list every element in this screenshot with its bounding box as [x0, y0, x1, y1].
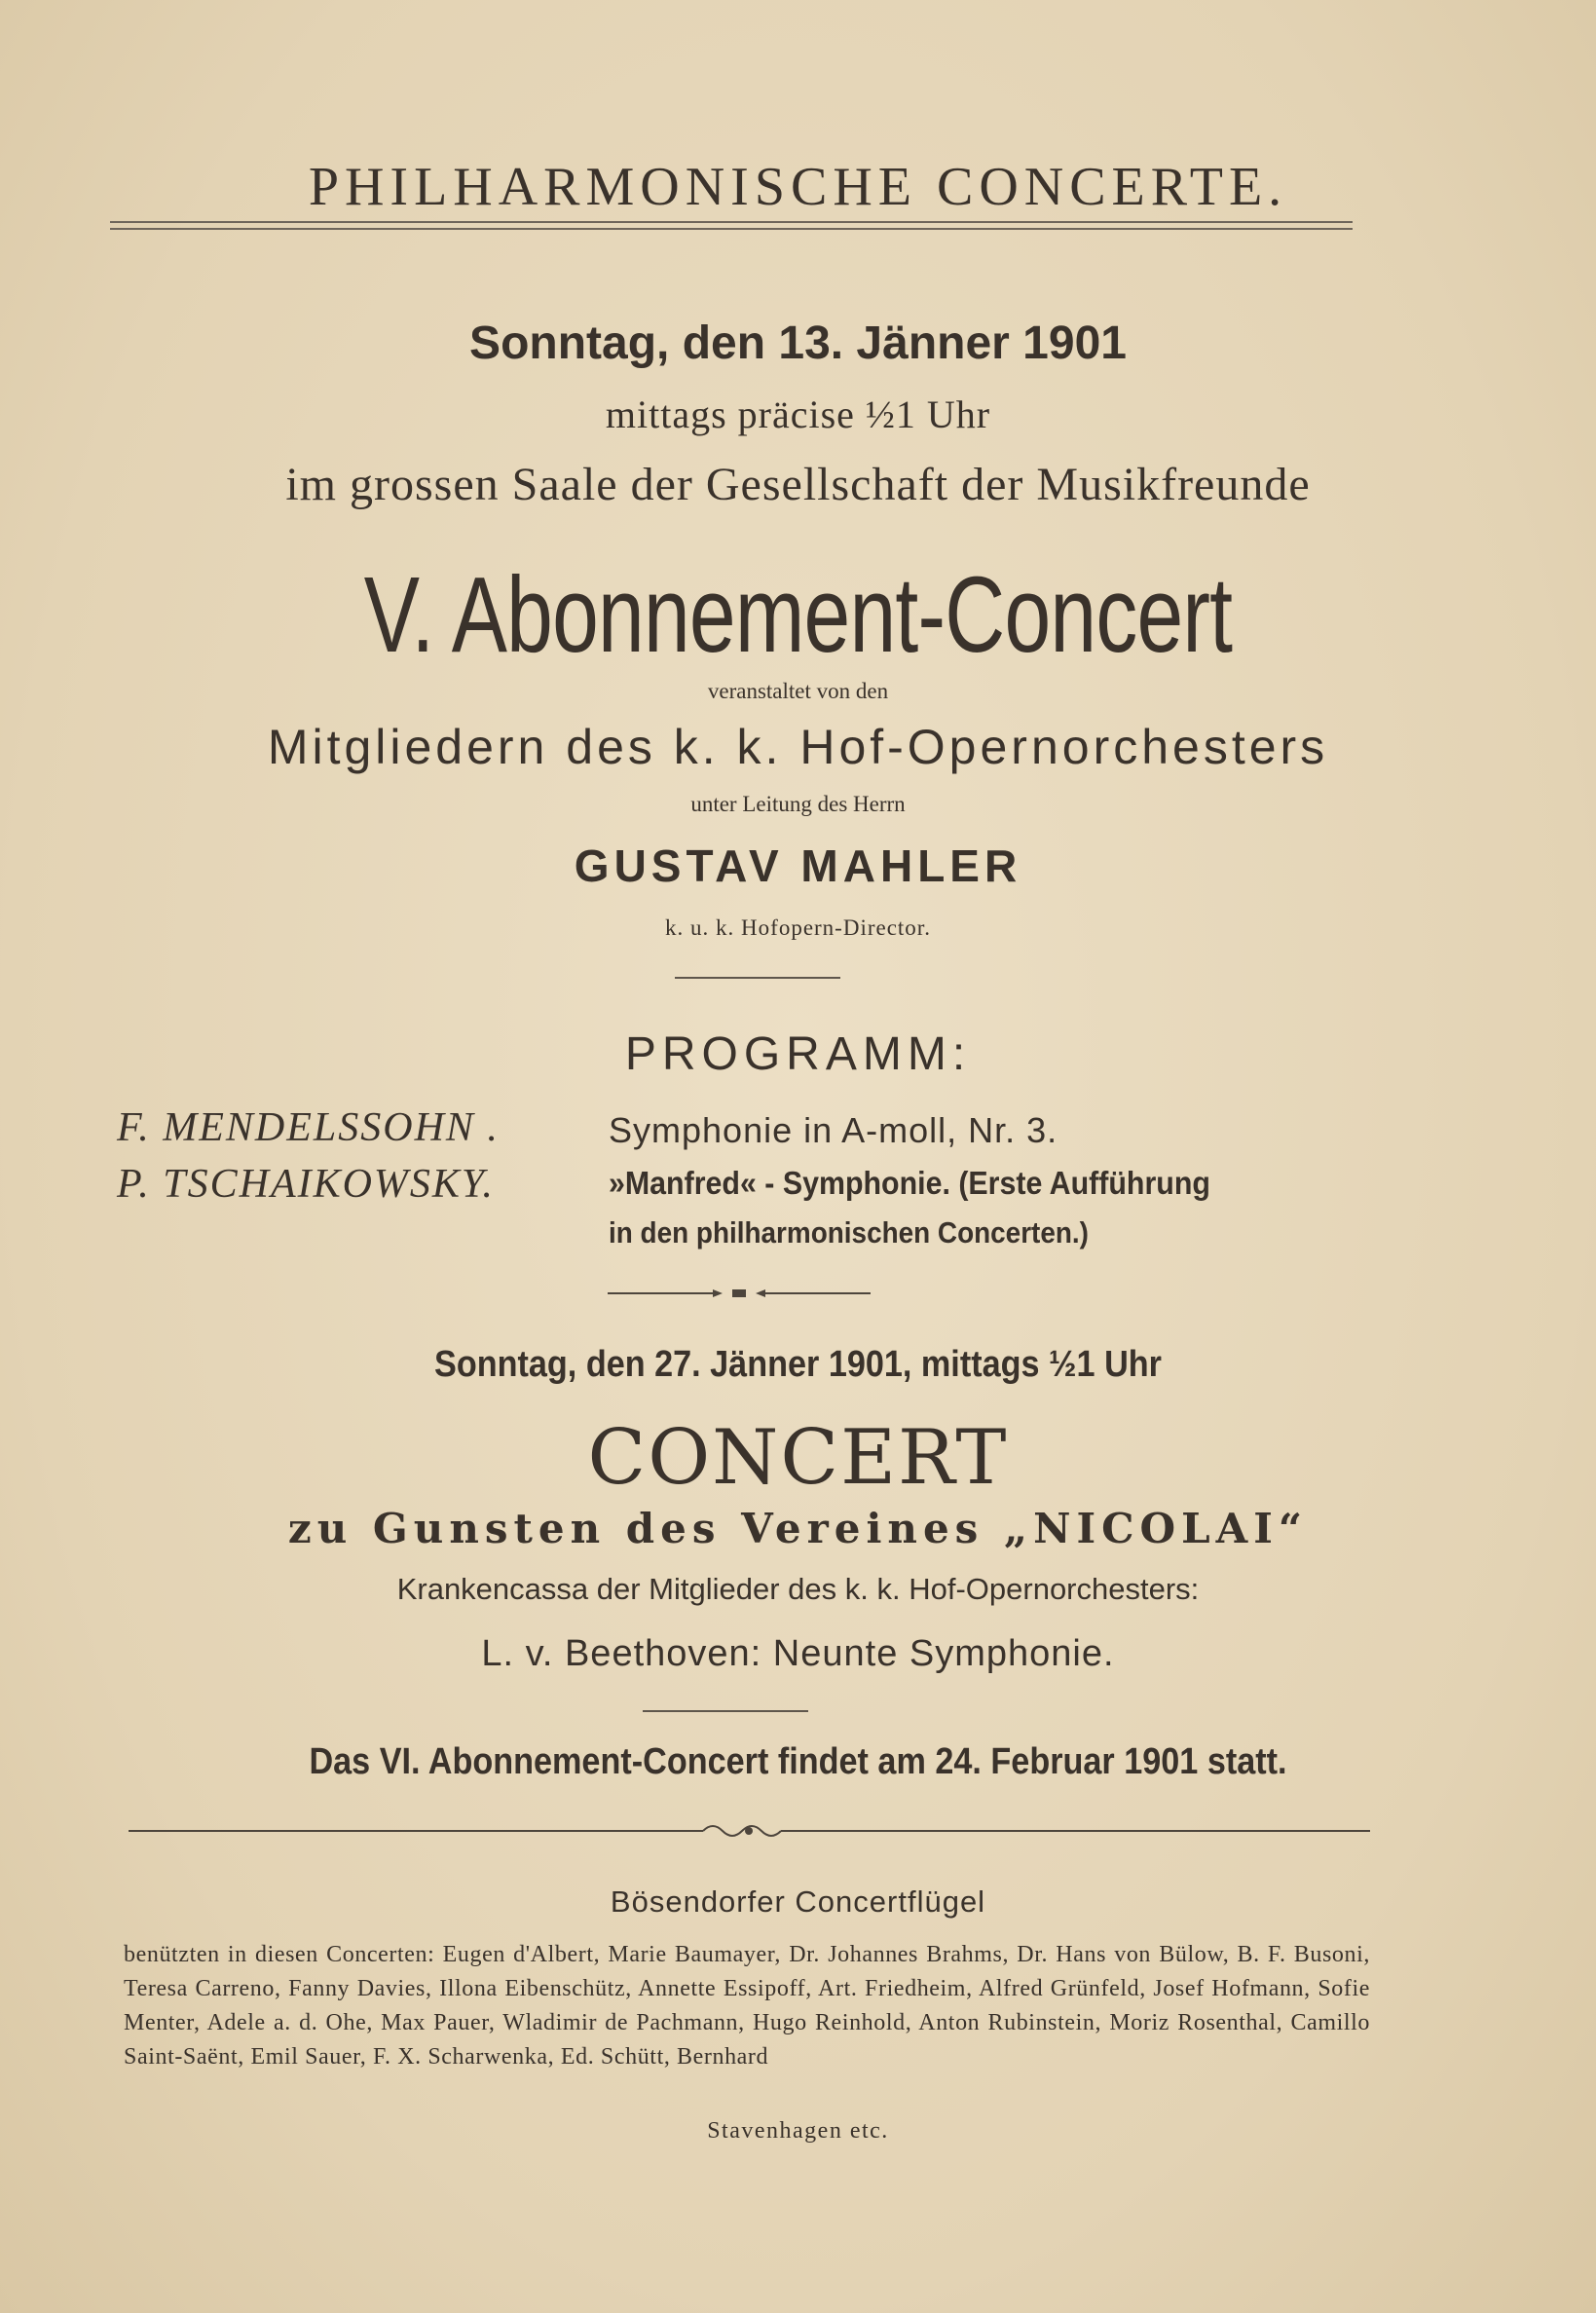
program-work: »Manfred« - Symphonie. (Erste Aufführung [609, 1165, 1210, 1201]
second-concert-title: CONCERT [587, 1414, 1009, 1502]
header-double-rule [110, 221, 1353, 230]
programm-heading: PROGRAMM: [624, 1028, 972, 1080]
organized-by-label: veranstaltet von den [707, 679, 889, 703]
section-divider [675, 977, 840, 979]
beneficiary-line: Krankencassa der Mitglieder des k. k. Hof-Opernorchesters: [396, 1572, 1200, 1606]
conductor-name: GUSTAV MAHLER [574, 840, 1022, 891]
header-title: PHILHARMONISCHE CONCERTE. [308, 157, 1288, 217]
first-concert-title: V. Abonnement-Concert [363, 555, 1233, 675]
pianists-list: benützten in diesen Concerten: Eugen d'Albert, Marie Baumayer, Dr. Johannes Brahms, Dr. Hans von Bülow, B. F. Busoni, Teresa Carreno, Fanny Davies, Illona Eibenschütz, Annette Essipoff, Art. Friedheim, Alfred Grünfeld, Josef Hofmann, Sofie Menter, Adele a. d. Ohe, Max Pauer, Wladimir de Pachmann, Hugo Reinhold, Anton Rubinstein, Moriz Rosenthal, Camillo Saint-Saënt, Emil Sauer, F. X. Scharwenka, Ed. Schütt, Bernhard [124, 1942, 1370, 2070]
ornament-divider [608, 1284, 871, 1308]
conducted-by-label: unter Leitung des Herrn [690, 792, 906, 816]
conductor-title: k. u. k. Hofopern-Director. [665, 915, 931, 940]
orchestra-name: Mitgliedern des k. k. Hof-Opernorchesters [267, 720, 1329, 774]
ornament-divider [129, 1821, 1370, 1846]
program-work: Symphonie in A-moll, Nr. 3. [609, 1110, 1058, 1150]
next-concert-notice: Das VI. Abonnement-Concert findet am 24. Februar 1901 statt. [309, 1741, 1287, 1782]
section-divider [643, 1710, 808, 1712]
first-concert-time: mittags präcise ½1 Uhr [605, 392, 991, 436]
benefit-line: zu Gunsten des Vereines „NICOLAI“ [287, 1505, 1309, 1552]
pianists-list-end: Stavenhagen etc. [707, 2118, 889, 2144]
first-concert-venue: im grossen Saale der Gesellschaft der Musikfreunde [285, 459, 1311, 510]
first-concert-date: Sonntag, den 13. Jänner 1901 [469, 317, 1127, 369]
program-work-continuation: in den philharmonischen Concerten.) [609, 1215, 1089, 1250]
second-concert-work: L. v. Beethoven: Neunte Symphonie. [481, 1633, 1115, 1674]
program-composer: P. TSCHAIKOWSKY. [117, 1162, 495, 1207]
second-concert-date: Sonntag, den 27. Jänner 1901, mittags ½1 Uhr [434, 1344, 1162, 1385]
program-composer: F. MENDELSSOHN . [117, 1105, 500, 1150]
piano-maker-heading: Bösendorfer Concertflügel [610, 1884, 986, 1919]
